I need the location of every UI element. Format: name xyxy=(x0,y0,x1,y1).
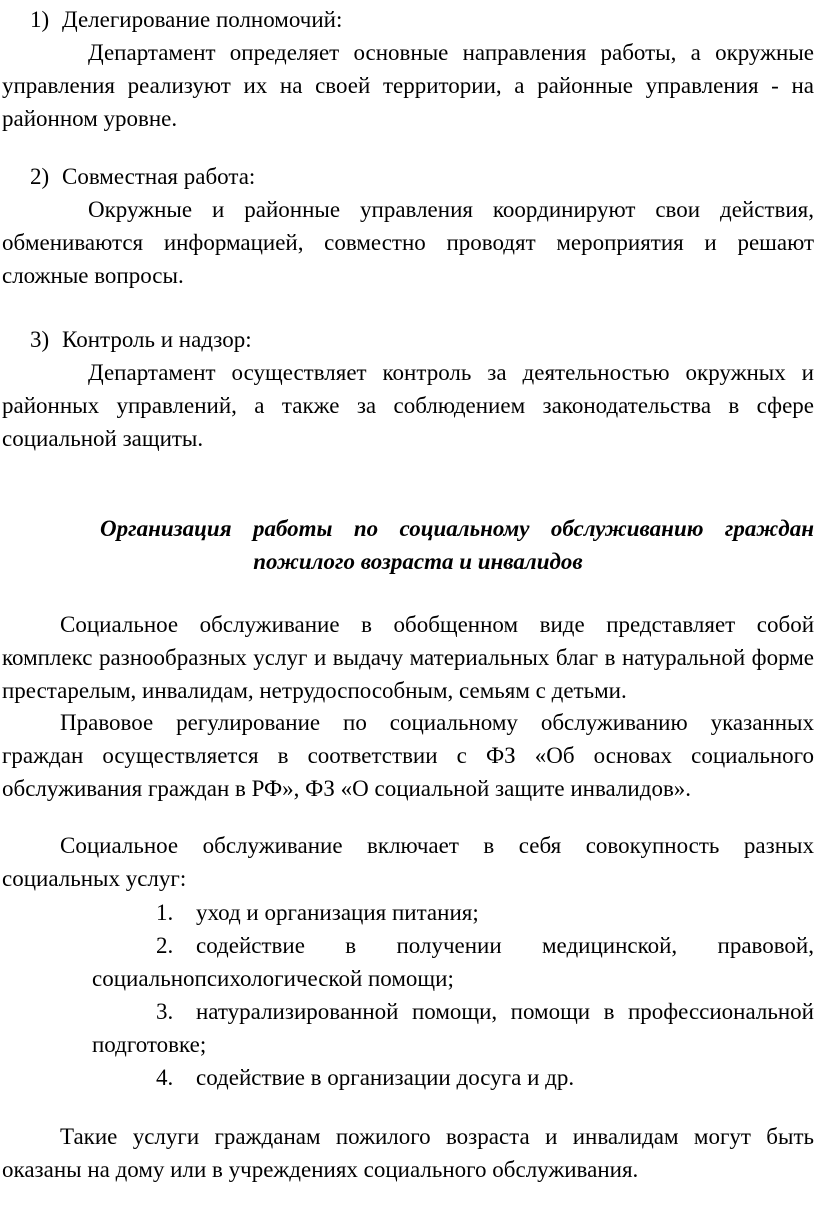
list-item-text: натурализированной помощи, помощи в профессиональной подготовке; xyxy=(92,999,814,1057)
section-1-number: 1) xyxy=(30,7,50,32)
section-1-title: Делегирование полномочий: xyxy=(62,7,343,32)
section-1-text: Департамент определяет основные направления работы, а окружные управления реализуют их на своей территории, а районные управления - на районном уровне. xyxy=(2,40,814,131)
list-item-number: 1. xyxy=(156,900,174,925)
list-item-number: 3. xyxy=(156,999,174,1024)
list-item-number: 2. xyxy=(156,933,174,958)
section-3-number: 3) xyxy=(30,327,50,352)
section-2-title: Совместная работа: xyxy=(62,164,256,189)
list-item xyxy=(92,1061,814,1094)
list-item xyxy=(92,929,814,995)
section-2-number: 2) xyxy=(30,164,50,189)
list-item-text: содействие в получении медицинской, правовой, социальнопсихологической помощи; xyxy=(92,933,814,991)
list-item-text: уход и организация питания; xyxy=(196,900,479,925)
section-2-heading xyxy=(30,160,255,193)
list-item-text: содействие в организации досуга и др. xyxy=(196,1065,575,1090)
services-list xyxy=(92,896,814,1094)
list-item-number: 4. xyxy=(156,1065,174,1090)
paragraph-social-service-definition: Социальное обслуживание в обобщенном виде представляет собой комплекс разнообразных услуг и выдачу материальных благ в натуральной форме престарелым, инвалидам, нетрудоспособным, семьям с детьми. xyxy=(2,612,814,703)
list-item xyxy=(92,896,814,929)
heading-line-2: пожилого возраста и инвалидов xyxy=(253,549,583,574)
section-3-heading xyxy=(30,323,252,356)
paragraph-legal-regulation: Правовое регулирование по социальному обслуживанию указанных граждан осуществляется в соответствии с ФЗ «Об основах социального обслуживания граждан в РФ», ФЗ «О социальной защите инвалидов». xyxy=(2,710,814,801)
section-3-text: Департамент осуществляет контроль за деятельностью окружных и районных управлений, а также за соблюдением законодательства в сфере социальной защиты. xyxy=(2,360,814,451)
section-heading xyxy=(2,512,814,578)
heading-line-1: Организация работы по социальному обслуживанию граждан xyxy=(100,516,814,541)
paragraph-service-locations: Такие услуги гражданам пожилого возраста и инвалидам могут быть оказаны на дому или в учреждениях социального обслуживания. xyxy=(2,1124,814,1182)
section-3-title: Контроль и надзор: xyxy=(62,327,252,352)
section-1-heading xyxy=(30,3,342,36)
paragraph-services-intro: Социальное обслуживание включает в себя совокупность разных социальных услуг: xyxy=(2,833,814,891)
section-2-text: Окружные и районные управления координируют свои действия, обмениваются информацией, совместно проводят мероприятия и решают сложные вопросы. xyxy=(2,197,814,288)
list-item xyxy=(92,995,814,1061)
